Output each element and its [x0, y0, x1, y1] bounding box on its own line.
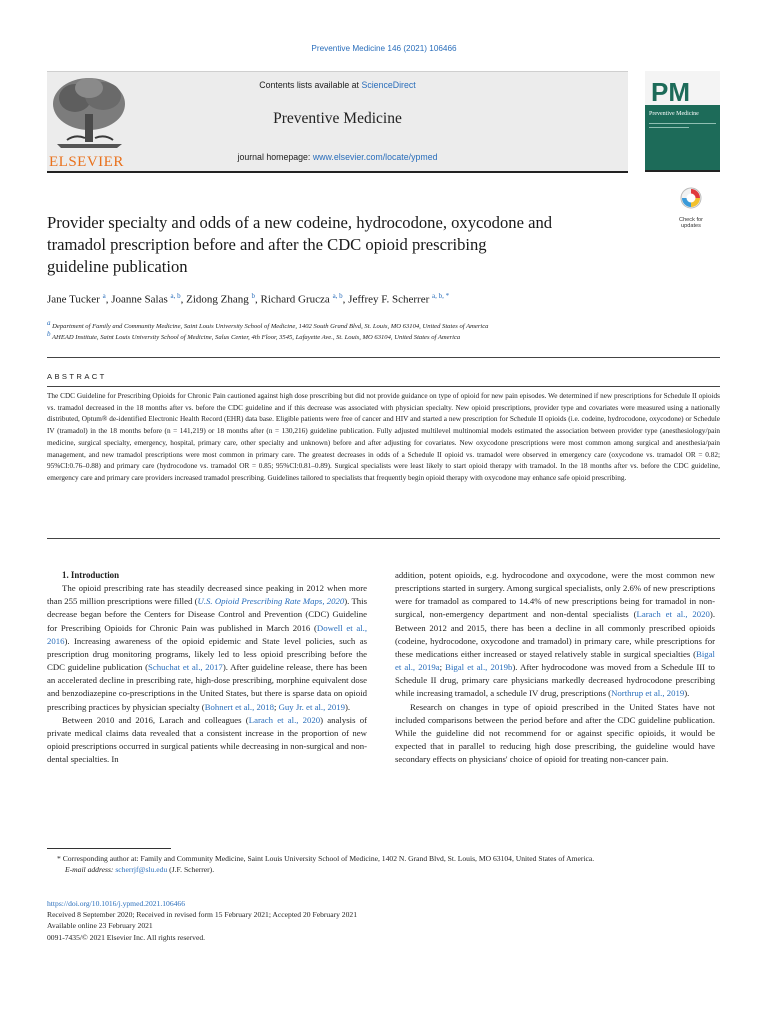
paragraph: The opioid prescribing rate has steadily decreased since peaking in 2012 when more than 255 million prescriptions were filled (U.S. Opioid Prescribing Rate Maps, 2020). This decrease began before the Centers for Disease Control and Prevention (CDC) Guideline for Prescribing Opioids for Chronic Pain was published in March 2016 (Dowell et al., 2016). Increasing awareness of the opioid epidemic and State level policies, such as prescription drug monitoring programs, likely led to less opioid prescribing before the CDC guideline publication (Schuchat et al., 2017). After guideline release, there has been an accelerated decline in prescribing rate, high-dose prescribing, morphine equivalent dose and benzodiazepine co-prescriptions in the United States, but there is sparse data on opioid prescribing practices by physician specialty (Bohnert et al., 2018; Guy Jr. et al., 2019).	[47, 583, 368, 712]
journal-title: Preventive Medicine	[273, 110, 402, 127]
abstract-text: The CDC Guideline for Prescribing Opioids for Chronic Pain cautioned against high dose prescribing but did not provide guidance on type of opioid for new pain episodes. We determined if new prescriptions for Schedule II opioids vs. tramadol decreased in the 18 months after vs. before the CDC guideline and if this decrease was associated with physician specialty. New opioid prescriptions, provider type and covariates were measured using a nationally distributed, Optum® de-identified Electronic Health Record (EHR) data base. Eligible patients were free of cancer and HIV and started a new prescription for Schedule II opioids (i.e. codeine, hydrocodone, oxycodone) or Schedule IV (tramadol) in the 18 months before (n = 141,219) or 18 months after (n = 130,216) guideline publication. Fully adjusted multilevel multinomial models estimated the association between provider type (anesthesiology/pain medicine, surgical specialty, emergency, hospital, primary care, other specialty and unknown) before and after adjusting for covariates. New oxycodone prescriptions were most common among surgical and anesthesia/pain management, and new tramadol prescriptions were most common in primary care. The greatest decreases in odds of a Schedule II opioid vs. tramadol were observed in emergency care (oxycodone vs. tramadol OR = 0.82; 95%CI:0.76–0.88) and primary care (hydrocodone vs. tramadol OR = 0.85; 95%CI:0.81–0.89). Surgical specialists were least likely to start opioid therapy with tramadol. In the 18 months after vs. before the CDC guideline, emergency care and primary care providers increased tramadol prescribing. Guidelines tailored to specialists that frequently begin opioid therapy with oxycodone may enhance safe opioid prescribing.	[47, 392, 720, 482]
title-line: Provider specialty and odds of a new codeine, hydrocodone, oxycodone and	[47, 213, 553, 232]
footnotes	[47, 853, 720, 875]
journal-citation[interactable]: Preventive Medicine 146 (2021) 106466	[311, 44, 457, 53]
corresponding-author-note: * Corresponding author at: Family and Community Medicine, Saint Louis University School of Medicine, 1402 N. Grand Blvd, St. Louis, MO 63104, United States of America.	[57, 854, 595, 863]
body-column-left	[47, 569, 367, 766]
copyright: 0091-7435/© 2021 Elsevier Inc. All rights reserved.	[47, 932, 206, 942]
affiliation: $^a$ Department of Family and Community Medicine, Saint Louis University School of Medicine, 1402 South Grand Blvd, St. Louis, MO 63104, United States of America	[47, 319, 489, 331]
citation-link[interactable]: Larach et al., 2020	[248, 714, 321, 725]
paragraph: Between 2010 and 2016, Larach and colleagues (Larach et al., 2020) analysis of private medical claims data revealed that a consistent increase in the proportion of new opioid prescriptions occurred in surgical patients while decreasing in non-surgical and non-dental specialties. In	[47, 714, 367, 765]
citation-link[interactable]: Schuchat et al., 2017	[148, 662, 223, 673]
journal-cover-thumbnail[interactable]	[645, 71, 720, 172]
paragraph: Research on changes in type of opioid prescribed in the United States have not included comparisons between the period before and after the CDC guideline publication. While the guideline did not recommend for or against specific opioids, it would be expected that in parallel to reducing high dose prescribing, the guideline would have secondary effects on physicians' choice of opioid for treating non-cancer pain.	[395, 701, 715, 765]
article-metadata	[47, 898, 720, 943]
divider	[47, 386, 720, 387]
author-name[interactable]: Jane Tucker	[47, 293, 100, 306]
author-name[interactable]: Zidong Zhang	[186, 293, 249, 306]
sciencedirect-link[interactable]: ScienceDirect	[361, 80, 416, 90]
title-line: guideline publication	[47, 257, 188, 276]
author-affiliation-mark[interactable]: a, b, *	[432, 292, 450, 300]
author-affiliation-mark[interactable]: a	[102, 292, 106, 300]
citation-link[interactable]: Bohnert et al., 2018	[204, 701, 274, 712]
author-list: Jane Tucker $^a$, Joanne Salas $^{a, b}$, Zidong Zhang $^b$, Richard Grucza $^{a, b}$, Jeffrey F. Scherrer $^{a, b, *}$	[47, 292, 450, 306]
citation-link[interactable]: U.S. Opioid Prescribing Rate Maps, 2020	[197, 596, 345, 607]
elsevier-wordmark: ELSEVIER	[49, 154, 124, 170]
citation-link[interactable]: Northrup et al., 2019	[611, 688, 685, 699]
citation-link[interactable]: Guy Jr. et al., 2019	[278, 701, 345, 712]
author-name[interactable]: Jeffrey F. Scherrer	[348, 293, 430, 306]
article-title	[47, 212, 647, 278]
crossmark-label-check: Check for	[679, 217, 703, 223]
author-affiliation-mark[interactable]: a, b	[332, 292, 343, 300]
author-name[interactable]: Joanne Salas	[111, 293, 168, 306]
cover-letters: PM	[651, 77, 690, 107]
citation-link[interactable]: Bigal et al., 2019b	[445, 662, 513, 673]
received-dates: Received 8 September 2020; Received in revised form 15 February 2021; Accepted 20 February 2021	[47, 910, 357, 920]
journal-homepage-line: journal homepage: www.elsevier.com/locate/ypmed	[237, 152, 438, 162]
section-heading: 1. Introduction	[62, 570, 120, 580]
footnote-divider	[47, 848, 171, 849]
check-for-updates-button[interactable]	[675, 187, 707, 229]
paragraph: addition, potent opioids, e.g. hydrocodone and oxycodone, were the most common new prescriptions started in surgery. Among surgical specialists, only 2.6% of new prescriptions were for tramadol as compared to 14.4% of new prescriptions being for tramadol in non-surgical, non-emergency department and non-dental specialists (Larach et al., 2020). Between 2012 and 2015, there has been a decline in all commonly prescribed opioids (codeine, hydrocodone, oxycodone and tramadol) in primary care, while prescriptions for these medications either increased or stayed relatively stable in surgical specialties (Bigal et al., 2019a; Bigal et al., 2019b). After hydrocodone was moved from a Schedule III to Schedule II drug, primary care physicians markedly decreased hydrocodone prescribing while increasing tramadol, a schedule IV drug, prescriptions (Northrup et al., 2019).	[395, 570, 716, 699]
journal-header	[47, 71, 628, 173]
crossmark-label-updates: updates	[681, 223, 701, 229]
doi-link[interactable]: https://doi.org/10.1016/j.ypmed.2021.106466	[47, 899, 186, 908]
email-link[interactable]: scherrjf@slu.edu	[115, 865, 168, 875]
citation-link[interactable]: Bigal et al., 2019a	[395, 648, 715, 673]
available-online: Available online 23 February 2021	[47, 921, 153, 931]
divider	[47, 538, 720, 539]
divider	[47, 357, 720, 358]
citation-link[interactable]: Larach et al., 2020	[636, 609, 710, 620]
journal-homepage-link[interactable]: www.elsevier.com/locate/ypmed	[312, 152, 438, 162]
crossmark-icon	[680, 187, 702, 211]
body-column-right	[395, 569, 715, 766]
email-note: E-mail address: scherrjf@slu.edu (J.F. Scherrer).	[65, 865, 215, 875]
title-line: tramadol prescription before and after the CDC opioid prescribing	[47, 235, 487, 254]
affiliation: $^b$ AHEAD Institute, Saint Louis University School of Medicine, Salus Center, 4th Floor, 3545, Lafayette Ave., St. Louis, MO 63104, United States of America	[47, 330, 461, 342]
author-affiliation-mark[interactable]: a, b	[170, 292, 181, 300]
author-affiliation-mark[interactable]: b	[251, 292, 255, 300]
author-name[interactable]: Richard Grucza	[260, 293, 330, 306]
cover-subtitle: Preventive Medicine	[649, 111, 699, 117]
contents-line: Contents lists available at ScienceDirect	[259, 80, 416, 90]
abstract-heading: ABSTRACT	[47, 372, 107, 381]
citation-link[interactable]: Dowell et al., 2016	[47, 622, 368, 646]
